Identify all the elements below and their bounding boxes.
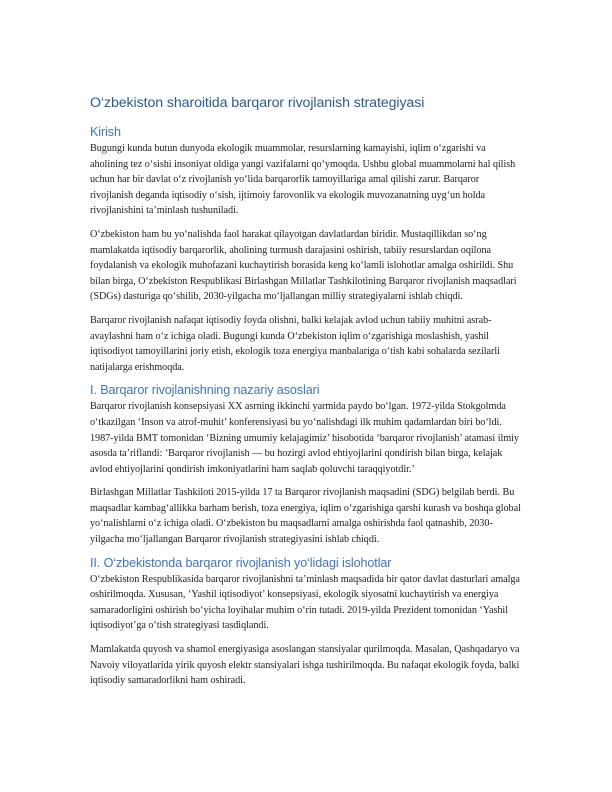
section-heading: II. O‘zbekistonda barqaror rivojlanish yo‘lidagi islohotlar [90,555,392,570]
section-heading: Kirish [90,125,121,139]
section-theory [90,383,522,547]
section-reforms [90,556,522,689]
document-title: O‘zbekiston sharoitida barqaror rivojlanish strategiyasi [90,95,425,111]
paragraph: Barqaror rivojlanish konsepsiyasi XX asrning ikkinchi yarmida paydo bo‘lgan. 1972-yilda Stokgolmda o‘tkazilgan ‘Inson va atrof-muhit’ konferensiyasi bu yo‘nalishdagi ilk muhim qadamlardan biri bo‘ldi. 1987-yilda BMT tomonidan ‘Bizning umumiy kelajagimiz’ hisobotida ‘barqaror rivojlanish’ atamasi ilmiy asosda ta’riflandi: ‘Barqaror rivojlanish — bu hozirgi avlod ehtiyojlarini qondirish bilan birga, kelajak avlod ehtiyojlarini qondirish imkoniyatlarini ham saqlab qoluvchi taraqqiyotdir.’ [90,401,519,475]
paragraph: Bugungi kunda butun dunyoda ekologik muammolar, resurslarning kamayishi, iqlim o‘zgarishi va aholining tez o‘sishi insoniyat oldiga yangi vazifalarni qo‘ymoqda. Ushbu global muammolarni hal qilish uchun har bir davlat o‘z rivojlanish yo‘lida barqarorlik tamoyillariga amal qilishi zarur. Barqaror rivojlanish deganda iqtisodiy o‘sish, ijtimoiy farovonlik va ekologik muvozanatning uyg‘un holda rivojlanishini ta’minlash tushuniladi. [90,143,516,217]
paragraph: Birlashgan Millatlar Tashkiloti 2015-yilda 17 ta Barqaror rivojlanish maqsadini (SDG) belgilab berdi. Bu maqsadlar kambag‘allikka barham berish, toza energiya, iqlim o‘zgarishiga qarshi kurash va boshqa global yo‘nalishlarni o‘z ichiga oladi. O‘zbekiston bu maqsadlarni amalga oshirishda faol qatnashib, 2030-yilgacha mo‘ljallangan Barqaror rivojlanish strategiyasini ishlab chiqdi. [90,487,521,546]
paragraph: O‘zbekiston Respublikasida barqaror rivojlanishni ta’minlash maqsadida bir qator davlat dasturlari amalga oshirilmoqda. Xususan, ‘Yashil iqtisodiyot’ konsepsiyasi, ekologik siyosatni kuchaytirish va energiya samaradorligini oshirish bo‘yicha loyihalar muhim o‘rin tutadi. 2019-yilda Prezident tomonidan ‘Yashil iqtisodiyot’ga o‘tish strategiyasi tasdiqlandi. [90,573,520,632]
section-heading: I. Barqaror rivojlanishning nazariy asoslari [90,383,320,398]
paragraph: Barqaror rivojlanish nafaqat iqtisodiy foyda olishni, balki kelajak avlod uchun tabiiy muhitni asrab-avaylashni ham o‘z ichiga oladi. Bugungi kunda O‘zbekiston iqlim o‘zgarishiga moslashish, yashil iqtisodiyot tamoyillarini joriy etish, ekologik toza energiya manbalariga o‘tish kabi sohalarda sezilarli natijalarga erishmoqda. [90,314,500,373]
paragraph: O‘zbekiston ham bu yo‘nalishda faol harakat qilayotgan davlatlardan biridir. Mustaqillikdan so‘ng mamlakatda iqtisodiy barqarorlik, aholining turmush darajasini oshirish, tabiiy resurslardan oqilona foydalanish va ekologik muhofazani kuchaytirish borasida keng ko‘lamli islohotlar amalga oshirildi. Shu bilan birga, O‘zbekiston Respublikasi Birlashgan Millatlar Tashkilotining Barqaror rivojlanish maqsadlari (SDGs) dasturiga qo‘shilib, 2030-yilgacha mo‘ljallangan milliy strategiyalarni ishlab chiqdi. [90,228,517,303]
paragraph: Mamlakatda quyosh va shamol energiyasiga asoslangan stansiyalar qurilmoqda. Masalan, Qashqadaryo va Navoiy viloyatlarida yirik quyosh elektr stansiyalari ishga tushirilmoqda. Bu nafaqat ekologik foyda, balki iqtisodiy samaradorlikni ham oshiradi. [90,644,520,687]
section-introduction [90,125,522,375]
